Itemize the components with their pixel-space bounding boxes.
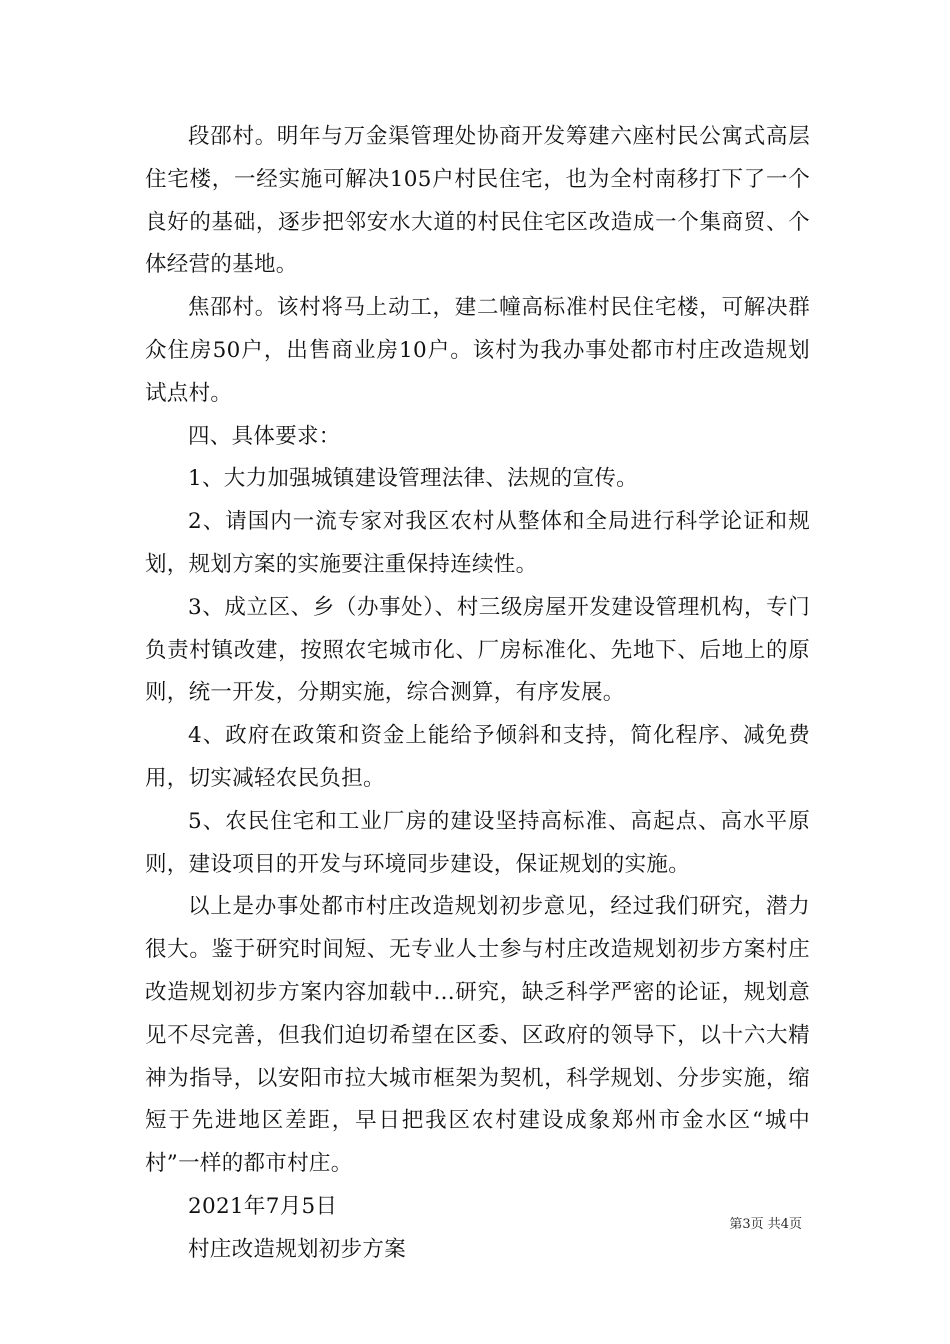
document-date: 2021年7月5日 (188, 1193, 338, 1219)
requirement-item-3: 3、成立区、乡（办事处）、村三级房屋开发建设管理机构，专门负责村镇改建，按照农宅城市化、厂房标准化、先地下、后地上的原则，统一开发，分期实施，综合测算，有序发展。 (145, 594, 810, 706)
requirement-item-1: 1、大力加强城镇建设管理法律、法规的宣传。 (188, 466, 638, 492)
page-number-footer: 第3页 共4页 (729, 1217, 802, 1232)
document-body (145, 116, 810, 1272)
requirement-item-4: 4、政府在政策和资金上能给予倾斜和支持，简化程序、减免费用，切实减轻农民负担。 (145, 723, 810, 791)
next-document-title: 村庄改造规划初步方案 (188, 1236, 407, 1262)
paragraph-jiaoshao-village: 焦邵村。该村将马上动工，建二幢高标准村民住宅楼，可解决群众住房50户，出售商业房10户。该村为我办事处都市村庄改造规划试点村。 (145, 295, 810, 406)
requirement-item-5: 5、农民住宅和工业厂房的建设坚持高标准、高起点、高水平原则，建设项目的开发与环境同步建设，保证规划的实施。 (145, 808, 810, 877)
paragraph-duanshao-village: 段邵村。明年与万金渠管理处协商开发筹建六座村民公寓式高层住宅楼，一经实施可解决105户村民住宅，也为全村南移打下了一个良好的基础，逐步把邻安水大道的村民住宅区改造成一个集商贸、个体经营的基地。 (145, 124, 810, 278)
paragraph-conclusion: 以上是办事处都市村庄改造规划初步意见，经过我们研究，潜力很大。鉴于研究时间短、无专业人士参与村庄改造规划初步方案村庄改造规划初步方案内容加载中...研究，缺乏科学严密的论证，规划意见不尽完善，但我们迫切希望在区委、区政府的领导下，以十六大精神为指导，以安阳市拉大城市框架为契机，科学规划、分步实施，缩短于先进地区差距，早日把我区农村建设成象郑州市金水区“城中村”一样的都市村庄。 (145, 894, 810, 1177)
section-heading-requirements: 四、具体要求： (188, 423, 341, 449)
requirement-item-2: 2、请国内一流专家对我区农村从整体和全局进行科学论证和规划，规划方案的实施要注重保持连续性。 (145, 509, 810, 577)
